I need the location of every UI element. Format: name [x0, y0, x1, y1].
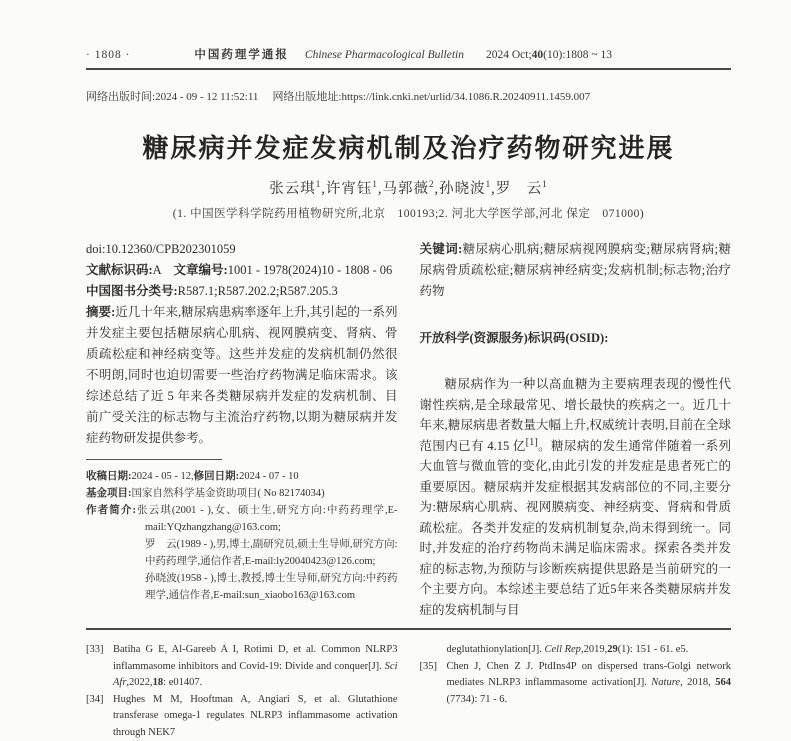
funding-line: 基金项目:国家自然科学基金资助项目( No 82174034) [86, 485, 398, 502]
reference-item [86, 642, 398, 692]
reference-number: [33] [86, 642, 113, 659]
right-column [420, 239, 732, 620]
abstract-paragraph: 摘要:近几十年来,糖尿病患病率逐年上升,其引起的一系列并发症主要包括糖尿病心肌病、视网膜病变、肾病、骨质疏松症和神经病变等。这些并发症的发病机制仍然很不明朗,同时也迫切需要一些治疗药物满足临床需求。该综述总结了近 5 年来各类糖尿病并发症的发病机制、目前广受关注的标志物与主流治疗药物,以期为糖尿病并发症药物研发提供参考。 [86, 302, 398, 449]
references-section [86, 642, 731, 741]
footnote-rule [86, 459, 222, 460]
references-left-column [86, 642, 398, 741]
online-pub-url-label: 网络出版地址: [272, 91, 341, 103]
author-bio-entry [86, 502, 398, 536]
reference-number: [35] [420, 659, 447, 676]
page-number: · 1808 · [86, 49, 130, 61]
intro-paragraph: 糖尿病作为一种以高血糖为主要病理表现的慢性代谢性疾病,是全球最常见、增长最快的疾病之一。近几十年来,糖尿病患者数量大幅上升,权威统计表明,目前在全球范围内已有 4.15 亿[1]。糖尿病的发生通常伴随着一系列大血管与微血管的变化,由此引发的并发症是患者死亡的重要原因。糖尿病并发症根据其发病部位的不同,主要分为:糖尿病心肌病、视网膜病变、神经病变、肾病和骨质疏松症。各类并发症的发病机制复杂,尚未得到统一。同时,并发症的治疗药物尚未满足临床需求。探索各类并发症的标志物,为预防与诊断疾病提供思路是当前研究的一个主要方向。本综述主要总结了近5年来各类糖尿病并发症的发病机制与目 [420, 374, 732, 620]
reference-text: Batiha G E, Al-Gareeb A I, Rotimi D, et al. Common NLRP3 inflammasome inhibitors and Covid-19: Divide and conquer[J]. Sci Afr,2022,18: e01407. [113, 644, 398, 688]
document-code-line: 文献标识码:A 文章编号:1001 - 1978(2024)10 - 1808 - 06 [86, 260, 398, 281]
issue-info: 2024 Oct;40(10):1808 ~ 13 [486, 49, 612, 61]
online-pub-time-value: 2024 - 09 - 12 11:52:11 [155, 91, 258, 103]
online-publication-line [86, 88, 731, 104]
online-pub-time-label: 网络出版时间: [86, 91, 155, 103]
reference-number: [34] [86, 692, 113, 709]
affiliation-line: (1. 中国医学科学院药用植物研究所,北京 100193;2. 河北大学医学部,河北 保定 071000) [86, 205, 731, 221]
osid-line: 开放科学(资源服务)标识码(OSID): [420, 328, 732, 349]
body-columns [86, 239, 731, 620]
reference-text: Chen J, Chen Z J. PtdIns4P on dispersed trans-Golgi network mediates NLRP3 inflammasome activation[J]. Nature, 2018, 564 (7734): 71 - 6. [447, 661, 732, 705]
author-bio-block [86, 502, 398, 604]
article-title: 糖尿病并发症发病机制及治疗药物研究进展 [86, 128, 731, 165]
reference-item [420, 659, 732, 709]
journal-title-en: Chinese Pharmacological Bulletin [305, 49, 464, 61]
reference-item [420, 642, 732, 659]
footnote-block [86, 468, 398, 604]
author-bio-entry: 罗 云(1989 - ),男,博士,副研究员,硕士生导师,研究方向:中药药理学,通信作者,E-mail:ly20040423@126.com; [86, 536, 398, 570]
author-bio-label: 作者简介: [86, 505, 136, 516]
author-bio-text: 张云琪(2001 - ),女、硕士生,研究方向:中药药理学,E-mail:YQzhangzhang@163.com; [136, 505, 398, 533]
reference-text: deglutathionylation[J]. Cell Rep,2019,29(1): 151 - 61. e5. [447, 644, 689, 655]
journal-title-cn: 中国药理学通报 [194, 46, 289, 62]
received-dates-line: 收稿日期:2024 - 05 - 12,修回日期:2024 - 07 - 10 [86, 468, 398, 485]
author-list: 张云琪$^1$,许宵钰$^1$,马郭薇$^2$,孙晓波$^1$,罗 云$^1$ [86, 177, 731, 198]
left-column [86, 239, 398, 620]
references-right-column [420, 642, 732, 741]
keywords-paragraph: 关键词:糖尿病心肌病;糖尿病视网膜病变;糖尿病肾病;糖尿病骨质疏松症;糖尿病神经病变;发病机制;标志物;治疗药物 [420, 239, 732, 302]
online-pub-url-value: https://link.cnki.net/urlid/34.1086.R.20240911.1459.007 [342, 91, 591, 103]
clc-number-line: 中国图书分类号:R587.1;R587.202.2;R587.205.3 [86, 281, 398, 302]
doi-line: doi:10.12360/CPB202301059 [86, 239, 398, 260]
header-rule [86, 68, 731, 70]
reference-text: Hughes M M, Hooftman A, Angiari S, et al. Glutathione transferase omega-1 regulates NLRP3 inflammasome activation through NEK7 [113, 694, 398, 738]
references-divider-rule [86, 628, 731, 630]
author-bio-entry: 孙晓波(1958 - ),博士,教授,博士生导师,研究方向:中药药理学,通信作者,E-mail:sun_xiaobo163@163.com [86, 570, 398, 604]
journal-header [86, 46, 731, 62]
reference-item [86, 692, 398, 741]
